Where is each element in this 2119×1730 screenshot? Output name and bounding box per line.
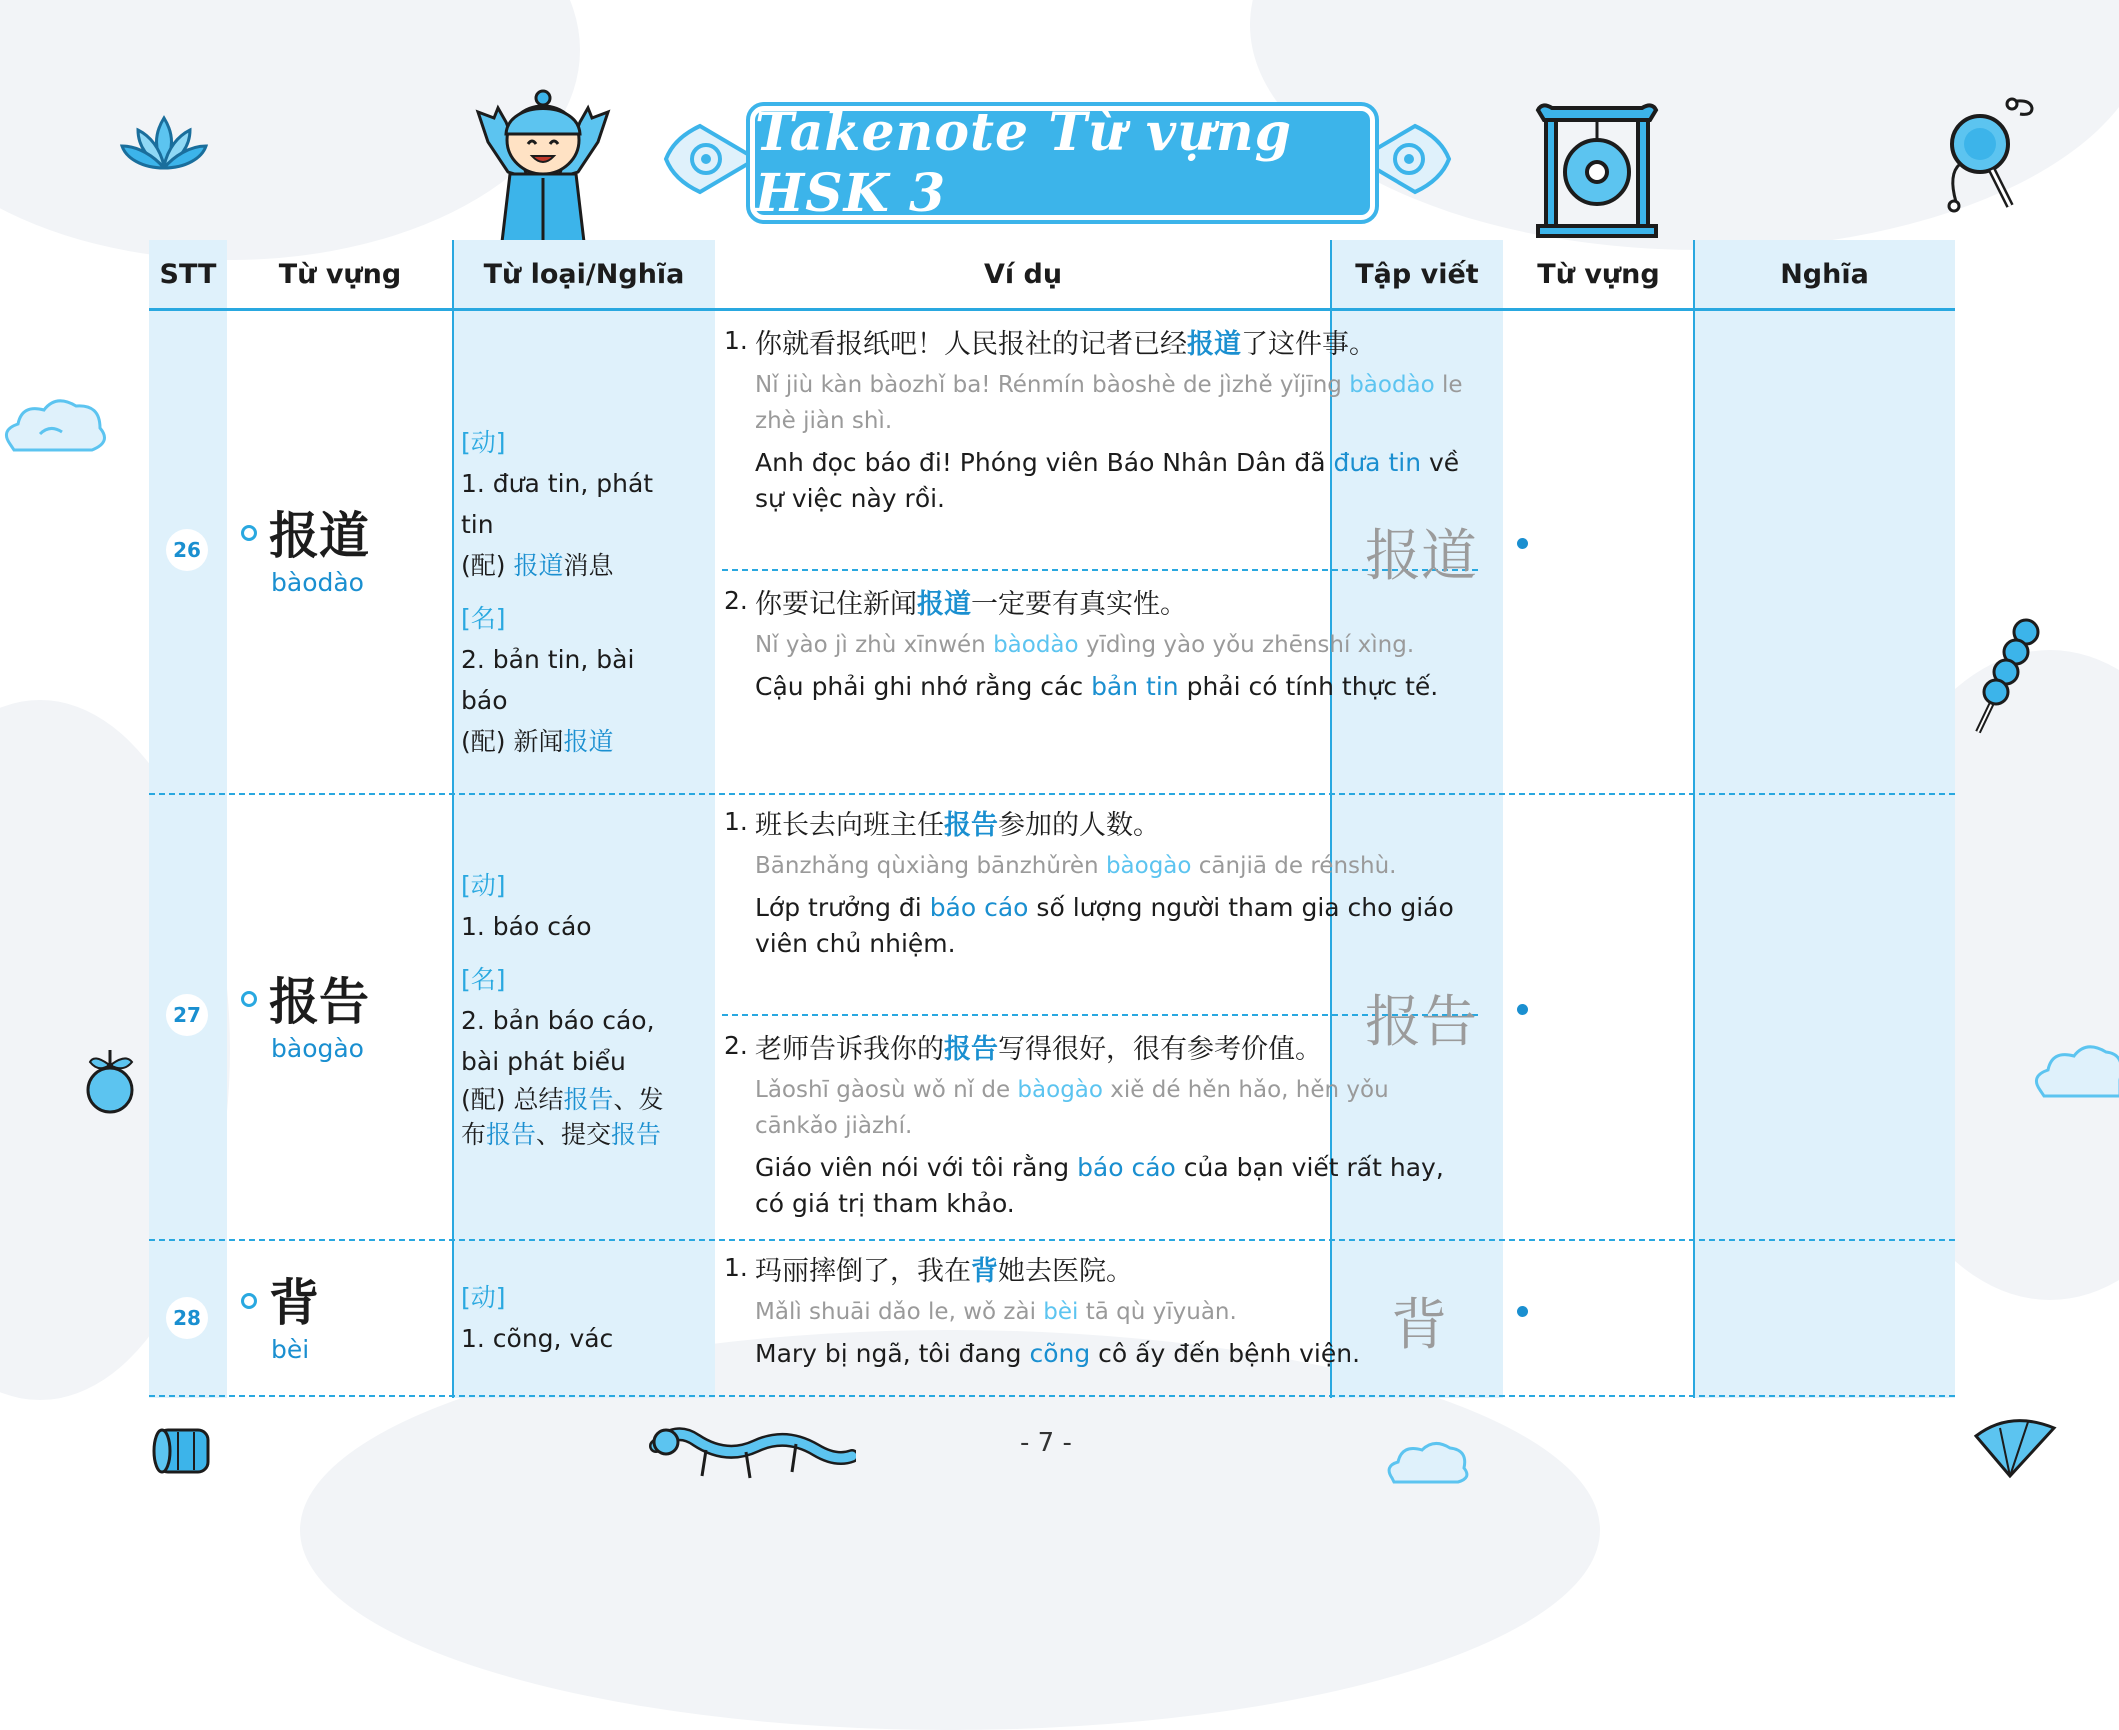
example-block <box>724 1253 1476 1372</box>
header-meaning: Nghĩa <box>1780 258 1869 290</box>
table-header <box>149 240 1955 310</box>
collocation: (配) 总结报告、发布报告、提交报告 <box>461 1085 664 1149</box>
example-pinyin: Nǐ jiù kàn bàozhǐ ba! Rénmín bàoshè de jìzhě yǐjīng bàodào le zhè jiàn shì. <box>755 372 1463 434</box>
bullet-icon <box>1517 1004 1528 1015</box>
pos-tag: [动] <box>461 871 506 900</box>
dragon-icon <box>646 1416 856 1492</box>
header-vocabulary: Từ vựng <box>278 258 402 290</box>
collocation: (配) 新闻报道 <box>461 727 614 756</box>
cloud-icon <box>2030 1040 2119 1106</box>
example-number: 1. <box>724 326 748 355</box>
example-block <box>724 326 1476 517</box>
header-pos-meaning: Từ loại/Nghĩa <box>483 258 685 290</box>
page-number: - 7 - <box>1020 1428 1072 1458</box>
example-number: 2. <box>724 1031 748 1060</box>
vocabulary-table <box>149 240 1955 1400</box>
header-practice: Tập viết <box>1355 258 1479 290</box>
header-stt: STT <box>159 258 217 290</box>
vocabulary-hanzi: 背 <box>269 1274 319 1332</box>
example-chinese: 你要记住新闻报道一定要有真实性。 <box>755 589 1187 620</box>
vocabulary-hanzi: 报道 <box>269 507 369 565</box>
row-divider <box>149 1395 1955 1397</box>
example-number: 1. <box>724 807 748 836</box>
pos-meaning-cell <box>461 865 681 1152</box>
row-number: 27 <box>166 994 208 1036</box>
example-block <box>724 1031 1476 1222</box>
example-vietnamese: Lớp trưởng đi báo cáo số lượng người tham gia cho giáo viên chủ nhiệm. <box>755 893 1454 958</box>
cloud-icon <box>0 394 110 464</box>
vocabulary-hanzi: 报告 <box>269 973 369 1031</box>
example-vietnamese: Anh đọc báo đi! Phóng viên Báo Nhân Dân đã đưa tin về sự việc này rồi. <box>755 448 1460 513</box>
example-pinyin: Mǎlì shuāi dǎo le, wǒ zài bèi tā qù yīyuàn. <box>755 1299 1237 1325</box>
example-block <box>724 807 1476 962</box>
example-chinese: 老师告诉我你的报告写得很好，很有参考价值。 <box>755 1034 1322 1065</box>
example-chinese: 玛丽摔倒了，我在背她去医院。 <box>755 1256 1133 1287</box>
vocabulary-pinyin: bàodào <box>271 568 364 597</box>
pos-meaning: 2. bản báo cáo, bài phát biểu <box>461 1006 655 1076</box>
header-vocabulary-2: Từ vựng <box>1537 258 1660 290</box>
pos-meaning-cell <box>461 422 681 762</box>
pos-meaning: 1. đưa tin, phát tin <box>461 469 654 539</box>
pos-tag: [名] <box>461 604 506 633</box>
bullet-icon <box>1517 538 1528 549</box>
table-row <box>149 795 1955 1239</box>
tanghulu-icon <box>1972 616 2044 736</box>
banner-ornament-left-icon <box>660 118 760 200</box>
bullet-icon <box>1517 1306 1528 1317</box>
fruit-icon <box>84 1046 138 1118</box>
pos-tag: [动] <box>461 1283 506 1312</box>
vocabulary-pinyin: bèi <box>271 1335 310 1364</box>
title-box <box>750 102 1375 224</box>
pos-tag: [名] <box>461 965 506 994</box>
pos-meaning-cell <box>461 1277 681 1359</box>
table-row <box>149 1241 1955 1395</box>
example-chinese: 你就看报纸吧！人民报社的记者已经报道了这件事。 <box>755 329 1376 360</box>
example-vietnamese: Giáo viên nói với tôi rằng báo cáo của bạn viết rất hay, có giá trị tham khảo. <box>755 1153 1444 1218</box>
word-bullet-icon <box>241 991 257 1007</box>
pos-meaning: 1. báo cáo <box>461 912 592 941</box>
header-examples: Ví dụ <box>983 258 1063 290</box>
rattle-drum-icon <box>1940 94 2040 214</box>
row-number: 28 <box>166 1297 208 1339</box>
word-bullet-icon <box>241 525 257 541</box>
example-pinyin: Lǎoshī gàosù wǒ nǐ de bàogào xiě dé hěn hǎo, hěn yǒu cānkǎo jiàzhí. <box>755 1077 1389 1139</box>
collocation: (配) 报道消息 <box>461 551 614 580</box>
practice-character: 报道 <box>1365 524 1477 589</box>
table-row <box>149 310 1955 793</box>
drum-icon <box>150 1424 216 1478</box>
example-pinyin: Nǐ yào jì zhù xīnwén bàodào yīdìng yào yǒu zhēnshí xìng. <box>755 632 1415 658</box>
title-banner <box>660 100 1455 224</box>
example-vietnamese: Cậu phải ghi nhớ rằng các bản tin phải có tính thực tế. <box>755 672 1439 701</box>
lotus-icon <box>118 112 210 174</box>
practice-character: 报告 <box>1365 990 1477 1055</box>
practice-character: 背 <box>1391 1293 1447 1358</box>
gong-icon <box>1532 100 1662 238</box>
page-title: Takenote Từ vựng HSK 3 <box>755 102 1293 224</box>
cartoon-boy-icon <box>448 82 638 242</box>
pos-meaning: 1. cõng, vác <box>461 1324 614 1353</box>
word-bullet-icon <box>241 1293 257 1309</box>
example-number: 1. <box>724 1253 748 1282</box>
pos-tag: [动] <box>461 428 506 457</box>
example-block <box>724 586 1476 705</box>
pos-meaning: 2. bản tin, bài báo <box>461 645 635 715</box>
example-vietnamese: Mary bị ngã, tôi đang cõng cô ấy đến bệnh viện. <box>755 1339 1361 1368</box>
example-number: 2. <box>724 586 748 615</box>
example-chinese: 班长去向班主任报告参加的人数。 <box>755 810 1160 841</box>
fan-icon <box>1970 1414 2060 1480</box>
example-pinyin: Bānzhǎng qùxiàng bānzhǔrèn bàogào cānjiā de rénshù. <box>755 853 1397 879</box>
vocabulary-pinyin: bàogào <box>271 1034 364 1063</box>
row-number: 26 <box>166 529 208 571</box>
cloud-icon <box>1384 1436 1470 1488</box>
